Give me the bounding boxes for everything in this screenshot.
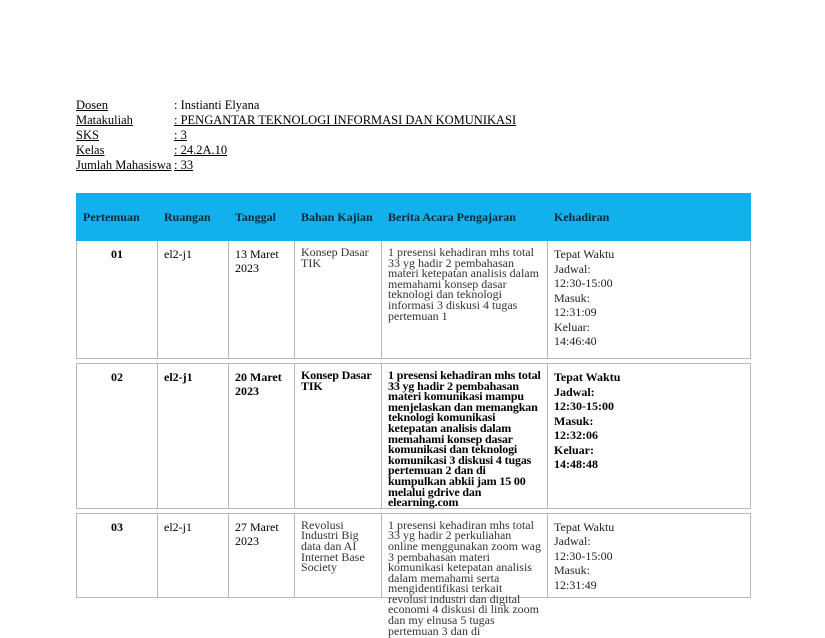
masuk-value: 12:31:09	[554, 305, 597, 319]
tanggal-cell: 13 Maret 2023	[229, 241, 295, 359]
info-row-dosen	[76, 98, 516, 113]
col-header-berita-acara: Berita Acara Pengajaran	[382, 194, 548, 241]
kehadiran-content	[554, 520, 744, 591]
masuk-value: 12:31:49	[554, 577, 597, 592]
kelas-value: : 24.2A.10	[174, 143, 228, 157]
masuk-label: Masuk:	[554, 563, 590, 578]
info-row-matakuliah	[76, 113, 516, 128]
jadwal-label: Jadwal:	[554, 261, 591, 276]
dosen-value: : Instianti Elyana	[174, 98, 260, 112]
dosen-label: Dosen	[76, 98, 108, 112]
col-header-bahan-kajian: Bahan Kajian	[295, 194, 382, 241]
tanggal-cell: 27 Maret 2023	[229, 513, 295, 597]
col-header-kehadiran: Kehadiran	[548, 194, 751, 241]
kehadiran-cell	[548, 241, 751, 359]
masuk-value: 12:32:06	[554, 428, 598, 442]
jadwal-label: Jadwal:	[554, 534, 591, 549]
matakuliah-label: Matakuliah	[76, 113, 133, 127]
ruangan-cell: el2-j1	[158, 513, 229, 597]
pertemuan-cell: 03	[77, 513, 158, 597]
kehadiran-cell	[548, 364, 751, 509]
status-text: Tepat Waktu	[554, 370, 621, 384]
bahan-cell: Konsep Dasar TIK	[295, 364, 382, 509]
status-text: Tepat Waktu	[554, 519, 615, 534]
jadwal-value: 12:30-15:00	[554, 399, 614, 413]
sks-label: SKS	[76, 128, 99, 142]
jadwal-value: 12:30-15:00	[554, 276, 613, 290]
table-row	[77, 241, 751, 359]
kelas-label: Kelas	[76, 143, 105, 157]
sks-value: : 3	[174, 128, 187, 142]
course-info	[76, 98, 516, 173]
keluar-value: 14:46:40	[554, 334, 597, 348]
masuk-label: Masuk:	[554, 290, 590, 305]
col-header-pertemuan: Pertemuan	[77, 194, 158, 241]
info-row-kelas	[76, 143, 516, 158]
matakuliah-value: : PENGANTAR TEKNOLOGI INFORMASI DAN KOMUNIKASI	[174, 113, 517, 127]
kehadiran-cell	[548, 513, 751, 597]
pertemuan-cell: 02	[77, 364, 158, 509]
keluar-label: Keluar:	[554, 442, 594, 457]
col-header-tanggal: Tanggal	[229, 194, 295, 241]
berita-text: 1 presensi kehadiran mhs total 33 yg hadir 2 perkuliahan online menggunakan zoom wag 3 pembahasan materi komunikasi ketepatan analisis dalam memahami serta mengidentifikasi terkait revolusi industri dan digital economi 4 diskusi di link zoom dan my elnusa 5 tugas pertemuan 3 dan di	[388, 517, 541, 638]
keluar-value: 14:48:48	[554, 457, 598, 471]
tanggal-cell: 20 Maret 2023	[229, 364, 295, 509]
masuk-label: Masuk:	[554, 413, 594, 428]
table-row	[77, 364, 751, 509]
berita-cell: 1 presensi kehadiran mhs total 33 yg hadir 2 pembahasan materi komunikasi mampu menjelaskan dan memangkan teknologi komunikasi ketepatan analisis dalam memahami konsep dasar komunikasi dan teknologi komunikasi 3 diskusi 4 tugas pertemuan 2 dan di kumpulkan abkii jam 15 00 melalui gdrive dan elearning.com	[382, 364, 548, 509]
pertemuan-cell: 01	[77, 241, 158, 359]
table-row	[77, 513, 751, 597]
ruangan-cell: el2-j1	[158, 241, 229, 359]
attendance-table	[76, 193, 751, 638]
status-text: Tepat Waktu	[554, 247, 615, 261]
bahan-cell: Revolusi Industri Big data dan AI Internet Base Society	[295, 513, 382, 597]
berita-cell: 1 presensi kehadiran mhs total 33 yg hadir 2 pembahasan materi ketepatan analisis dalam memahami konsep dasar teknologi dan teknologi informasi 3 diskusi 4 tugas pertemuan 1	[382, 241, 548, 359]
jumlah-label: Jumlah Mahasiswa	[76, 158, 172, 172]
jumlah-value: : 33	[174, 158, 194, 172]
table-header-row	[77, 194, 751, 241]
info-row-sks	[76, 128, 516, 143]
bahan-cell: Konsep Dasar TIK	[295, 241, 382, 359]
berita-cell	[382, 513, 548, 638]
info-row-jumlah	[76, 158, 516, 173]
ruangan-cell: el2-j1	[158, 364, 229, 509]
keluar-label: Keluar:	[554, 319, 590, 334]
jadwal-value: 12:30-15:00	[554, 548, 613, 563]
col-header-ruangan: Ruangan	[158, 194, 229, 241]
jadwal-label: Jadwal:	[554, 384, 595, 399]
